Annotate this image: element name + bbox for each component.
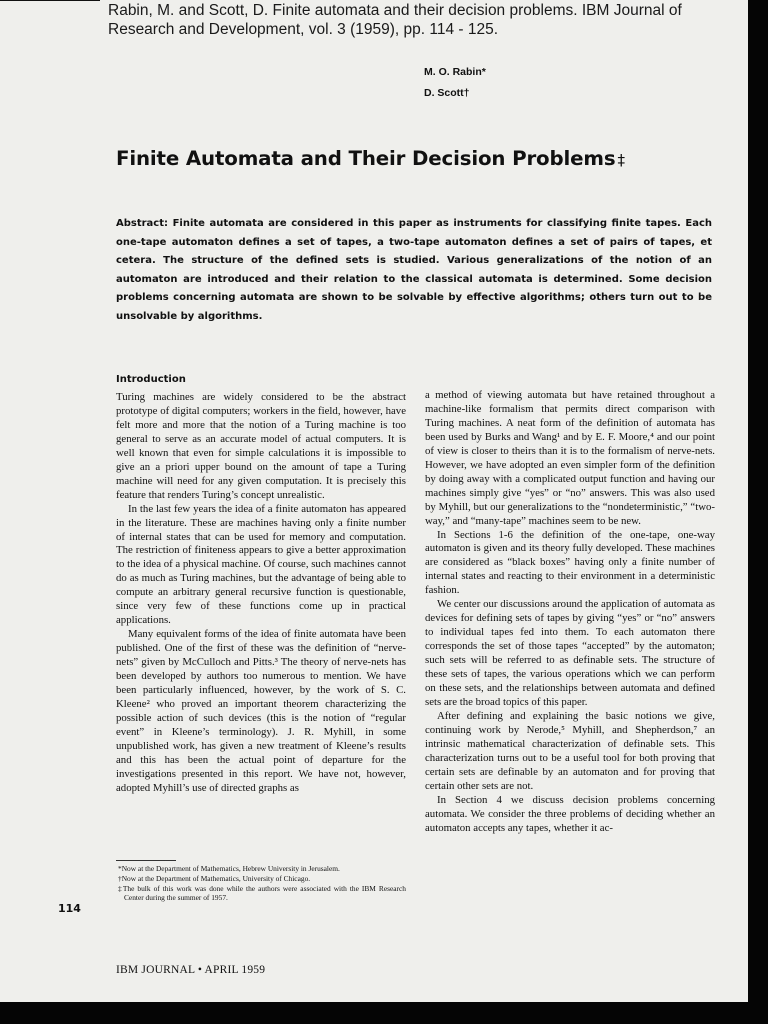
left-text-column: [116, 391, 406, 796]
paragraph: In Sections 1-6 the definition of the one-tape, one-way automaton is given and its theory fully developed. These machines are considered as “black boxes” having only a finite number of internal states and reacting to their environment in a deterministic fashion.: [425, 528, 715, 597]
paper-title-text: Finite Automata and Their Decision Problems: [116, 147, 616, 170]
right-text-column: [425, 389, 715, 836]
footnote: ‡The bulk of this work was done while the authors were associated with the IBM Research Center during the summer of 1957.: [118, 884, 406, 902]
paragraph: In the last few years the idea of a finite automaton has appeared in the literature. These are machines having only a finite number of internal states that can be used for memory and computation. The restriction of finiteness appears to give a better approximation to the idea of a physical machine. Of course, such machines cannot do as much as Turing machines, but the advantage of being able to compute an arbitrary general recursive function is questionable, since very few of these functions come up in practical applications.: [116, 502, 406, 627]
footnote: †Now at the Department of Mathematics, University of Chicago.: [118, 874, 311, 883]
author-list: [424, 62, 486, 104]
citation-line-2: Research and Development, vol. 3 (1959), pp. 114 - 125.: [108, 21, 499, 38]
section-heading-introduction: Introduction: [116, 374, 186, 385]
author-rabin: M. O. Rabin*: [424, 66, 486, 78]
abstract-label: Abstract:: [116, 218, 169, 229]
footnote-rule: [116, 860, 176, 861]
scan-border-right: [748, 0, 768, 1024]
top-edge-line: [0, 0, 100, 1]
title-footnote-mark: ‡: [617, 151, 625, 169]
page-number: 114: [58, 902, 81, 915]
abstract-text: Finite automata are considered in this paper as instruments for classifying finite tapes. Each one-tape automaton defines a set of tapes, a two-tape automaton defines a set of pairs of tapes, et cetera. The structure of the defined sets is studied. Various generalizations of the notion of an automaton are introduced and their relation to the classical automata is determined. Some decision problems concerning automata are shown to be solvable by effective algorithms; others turn out to be unsolvable by algorithms.: [116, 218, 712, 322]
footnote: *Now at the Department of Mathematics, Hebrew University in Jerusalem.: [118, 864, 340, 873]
paragraph: Turing machines are widely considered to be the abstract prototype of digital computers; workers in the field, however, have felt more and more that the notion of a Turing machine is too general to serve as an accurate model of actual computers. It is well known that even for simple calculations it is impossible to give an a priori upper bound on the amount of tape a Turing machine will need for any given computation. It is precisely this feature that renders Turing’s concept unrealistic.: [116, 391, 406, 501]
journal-footer: IBM JOURNAL • APRIL 1959: [116, 964, 266, 976]
citation-line-1: Rabin, M. and Scott, D. Finite automata and their decision problems. IBM Journal of: [108, 2, 682, 19]
scan-border-bottom: [0, 1002, 768, 1024]
paragraph: a method of viewing automata but have retained throughout a machine-like formalism that permits direct comparison with Turing machines. A neat form of the definition of automata has been used by Burks and Wang¹ and by E. F. Moore,⁴ and our point of view is closer to theirs than it is to the formalism of nerve-nets. However, we have adopted an even simpler form of the definition by doing away with a complicated output function and having our machines simply give “yes” or “no” answers. This was also used by Myhill, but our generalizations to the “nondeterministic,” “two-way,” and “many-tape” machines seem to be new.: [425, 389, 715, 527]
paragraph: We center our discussions around the application of automata as devices for defining sets of tapes by giving “yes” or “no” answers to individual tapes fed into them. To each automaton there corresponds the set of those tapes “accepted” by the automaton; such sets will be referred to as definable sets. The structure of these sets of tapes, the various operations which we can perform on these sets, and the relationships between automata and defined sets are the broad topics of this paper.: [425, 598, 715, 708]
paper-title: [116, 147, 625, 170]
paragraph: After defining and explaining the basic notions we give, continuing work by Nerode,⁵ Myhill, and Shepherdson,⁷ an intrinsic mathematical characterization of definable sets. This characterization turns out to be a useful tool for both proving that certain sets are definable by an automaton and for proving that certain other sets are not.: [425, 709, 715, 792]
paragraph: In Section 4 we discuss decision problems concerning automata. We consider the three problems of deciding whether an automaton accepts any tapes, whether it ac-: [425, 793, 715, 834]
abstract: [116, 215, 712, 327]
footnotes: [116, 864, 406, 903]
citation-note: [108, 1, 728, 39]
paragraph: Many equivalent forms of the idea of finite automata have been published. One of the first of these was the definition of “nerve-nets” given by McCulloch and Pitts.³ The theory of nerve-nets has been developed by authors too numerous to mention. We have been particularly influenced, however, by the work of S. C. Kleene² who proved an important theorem characterizing the possible action of such devices (this is the notion of “regular event” in Kleene’s terminology). J. R. Myhill, in some unpublished work, has given a new treatment of Kleene’s results and this has been the actual point of departure for the investigations presented in this report. We have not, however, adopted Myhill’s use of directed graphs as: [116, 628, 406, 794]
author-scott: D. Scott†: [424, 87, 470, 99]
